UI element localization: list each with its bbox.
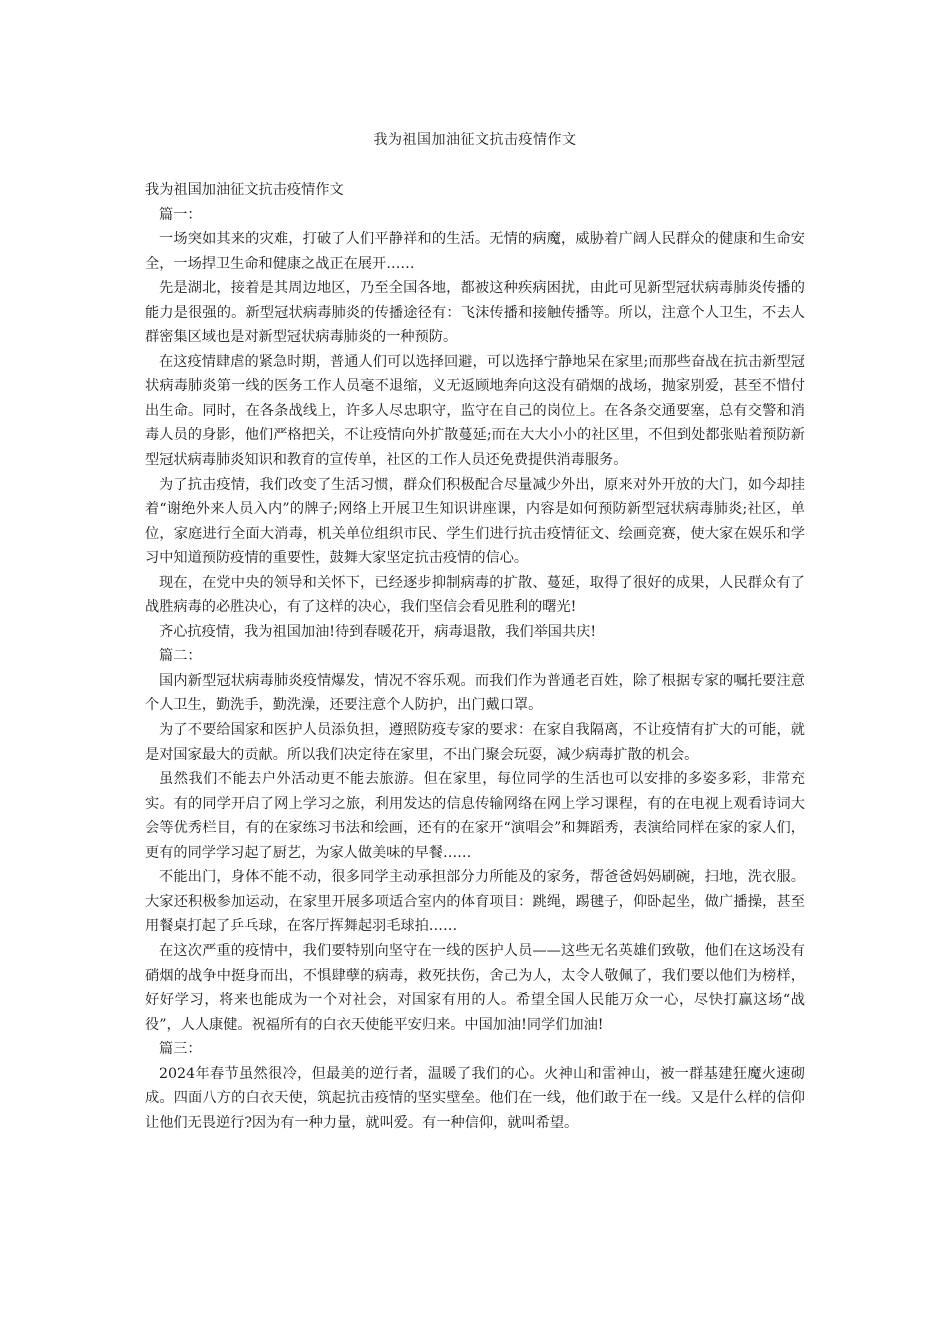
paragraph: 不能出门，身体不能不动，很多同学主动承担部分力所能及的家务，帮爸爸妈妈刷碗，扫地，洗衣服。大家还积极参加运动，在家里开展多项适合室内的体育项目：跳绳，踢毽子，仰卧起坐，做广播操，甚至用餐桌打起了乒乓球，在客厅挥舞起羽毛球拍…… <box>145 869 805 935</box>
paragraph: 虽然我们不能去户外活动更不能去旅游。但在家里，每位同学的生活也可以安排的多姿多彩，非常充实。有的同学开启了网上学习之旅，利用发达的信息传输网络在网上学习课程，有的在电视上观看诗词大会等优秀栏目，有的在家练习书法和绘画，还有的在家开“演唱会”和舞蹈秀，表演给同样在家的家人们，更有的同学学习起了厨艺，为家人做美味的早餐…… <box>145 771 805 861</box>
paragraph: 齐心抗疫情，我为祖国加油!待到春暖花开，病毒退散，我们举国共庆! <box>159 623 597 640</box>
paragraph: 现在，在党中央的领导和关怀下，已经逐步抑制病毒的扩散、蔓延，取得了很好的成果，人民群众有了战胜病毒的必胜决心，有了这样的决心，我们坚信会看见胜利的曙光! <box>145 574 805 616</box>
section-label-2: 篇二： <box>159 648 202 665</box>
paragraph: 在这疫情肆虐的紧急时期，普通人们可以选择回避，可以选择宁静地呆在家里;而那些奋战在抗击新型冠状病毒肺炎第一线的医务工作人员毫不退缩，义无返顾地奔向这没有硝烟的战场，抛家别爱，甚至不惜付出生命。同时，在各条战线上，许多人尽忠职守，监守在自己的岗位上。在各条交通要塞，总有交警和消毒人员的身影，他们严格把关，不让疫情向外扩散蔓延;而在大大小小的社区里，不但到处都张贴着预防新型冠状病毒肺炎知识和教育的宣传单，社区的工作人员还免费提供消毒服务。 <box>145 353 805 469</box>
paragraph: 在这次严重的疫情中，我们要特别向坚守在一线的医护人员——这些无名英雄们致敬，他们在这场没有硝烟的战争中挺身而出，不惧肆孽的病毒，救死扶伤，舍己为人，太令人敬佩了，我们要以他们为榜样，好好学习，将来也能成为一个对社会，对国家有用的人。希望全国人民能万众一心，尽快打赢这场“战役”，人人康健。祝福所有的白衣天使能平安归来。中国加油!同学们加油! <box>145 942 805 1033</box>
paragraph: 为了抗击疫情，我们改变了生活习惯，群众们积极配合尽量减少外出，原来对外开放的大门，如今却挂着“谢绝外来人员入内”的牌子;网络上开展卫生知识讲座课，内容是如何预防新型冠状病毒肺炎;社区，单位，家庭进行全面大消毒，机关单位组织市民、学生们进行抗击疫情征文、绘画竞赛，使大家在娱乐和学习中知道预防疫情的重要性，鼓舞大家坚定抗击疫情的信心。 <box>145 476 805 567</box>
paragraph: 2024年春节虽然很冷，但最美的逆行者，温暖了我们的心。火神山和雷神山，被一群基建狂魔火速砌成。四面八方的白衣天使，筑起抗击疫情的坚实壁垒。他们在一线，他们敢于在一线。又是什么样的信仰让他们无畏逆行?因为有一种力量，就叫爱。有一种信仰，就叫希望。 <box>145 1065 805 1131</box>
paragraph: 国内新型冠状病毒肺炎疫情爆发，情况不容乐观。而我们作为普通老百姓，除了根据专家的嘱托要注意个人卫生，勤洗手，勤洗澡，还要注意个人防护，出门戴口罩。 <box>145 672 805 714</box>
document-body <box>145 178 805 1135</box>
section-label-3: 篇三： <box>159 1041 202 1058</box>
paragraph: 先是湖北，接着是其周边地区，乃至全国各地，都被这种疾病困扰，由此可见新型冠状病毒肺炎传播的能力是很强的。新型冠状病毒肺炎的传播途径有：飞沫传播和接触传播等。所以，注意个人卫生，不去人群密集区域也是对新型冠状病毒肺炎的一种预防。 <box>145 280 805 346</box>
section-label-1: 篇一： <box>159 206 202 223</box>
document-title: 我为祖国加油征文抗击疫情作文 <box>373 132 577 148</box>
paragraph: 为了不要给国家和医护人员添负担，遵照防疫专家的要求：在家自我隔离，不让疫情有扩大的可能，就是对国家最大的贡献。所以我们决定待在家里，不出门聚会玩耍，减少病毒扩散的机会。 <box>145 722 805 763</box>
paragraph: 一场突如其来的灾难，打破了人们平静祥和的生活。无情的病魔，威胁着广阔人民群众的健康和生命安全，一场捍卫生命和健康之战正在展开…… <box>145 231 805 272</box>
document-subtitle: 我为祖国加油征文抗击疫情作文 <box>145 182 344 198</box>
